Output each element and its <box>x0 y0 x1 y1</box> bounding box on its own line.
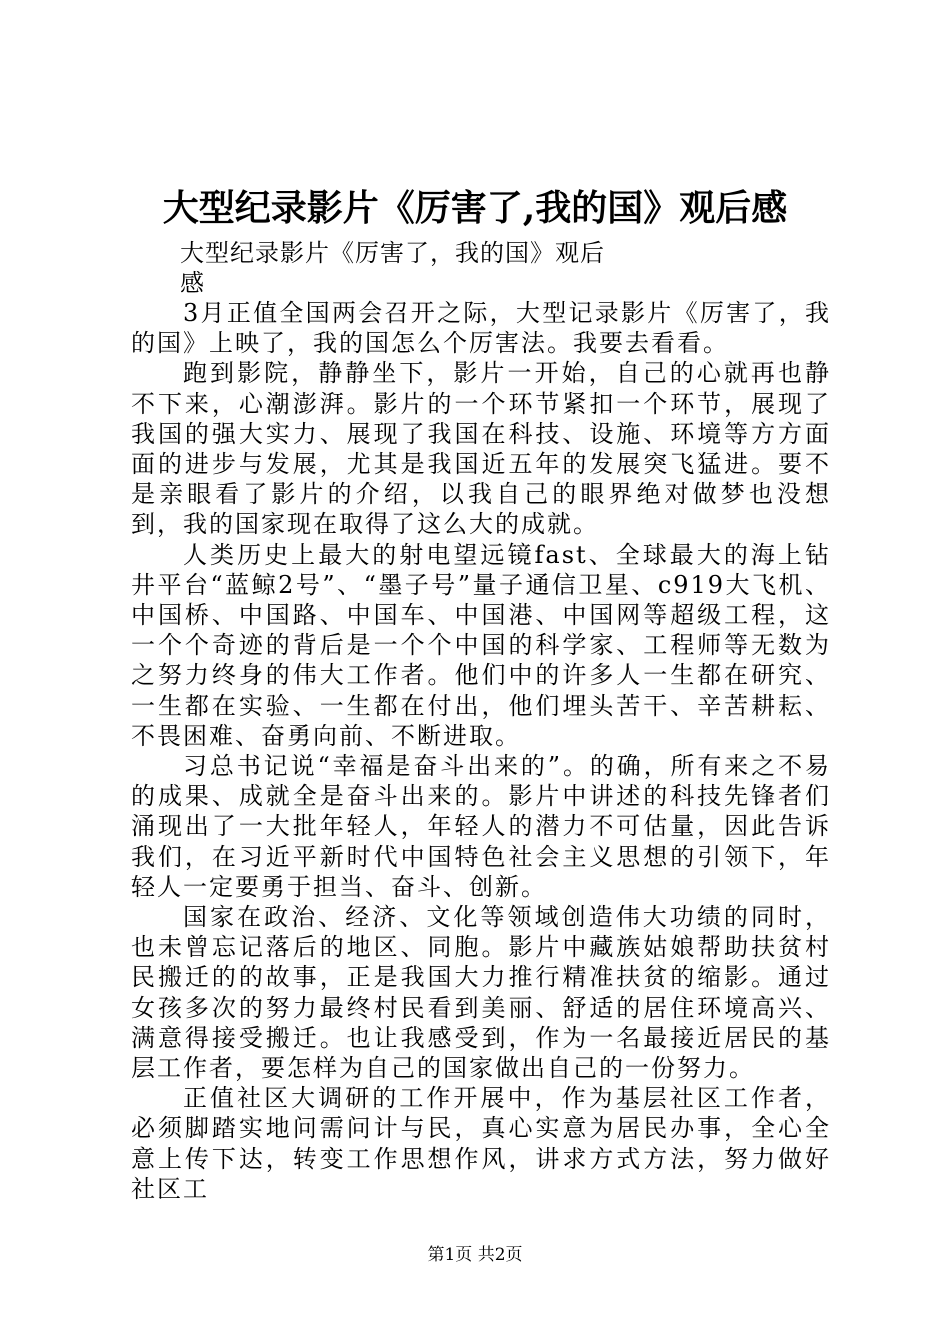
body-paragraph: 习总书记说“幸福是奋斗出来的”。的确，所有来之不易的成果、成就全是奋斗出来的。影片中讲述的科技先锋者们涌现出了一大批年轻人，年轻人的潜力不可估量，因此告诉我们，在习近平新时代中国特色社会主义思想的引领下，年轻人一定要勇于担当、奋斗、创新。 <box>131 752 831 901</box>
body-paragraph: 国家在政治、经济、文化等领域创造伟大功绩的同时，也未曾忘记落后的地区、同胞。影片中藏族姑娘帮助扶贫村民搬迁的的故事，正是我国大力推行精准扶贫的缩影。通过女孩多次的努力最终村民看到美丽、舒适的居住环境高兴、满意得接受搬迁。也让我感受到，作为一名最接近居民的基层工作者，要怎样为自己的国家做出自己的一份努力。 <box>131 903 831 1083</box>
document-title: 大型纪录影片《厉害了,我的国》观后感 <box>162 187 788 229</box>
document-subtitle: 大型纪录影片《厉害了，我的国》观后感 <box>180 239 605 297</box>
body-paragraph: 正值社区大调研的工作开展中，作为基层社区工作者，必须脚踏实地问需问计与民，真心实意为居民办事，全心全意上传下达，转变工作思想作风，讲求方式方法，努力做好社区工 <box>131 1084 831 1203</box>
body-paragraph: 3月正值全国两会召开之际，大型记录影片《厉害了，我的国》上映了，我的国怎么个厉害法。我要去看看。 <box>131 299 831 358</box>
body-paragraph: 人类历史上最大的射电望远镜fast、全球最大的海上钻井平台“蓝鲸2号”、“墨子号”量子通信卫星、c919大飞机、中国桥、中国路、中国车、中国港、中国网等超级工程，这一个个奇迹的背后是一个个中国的科学家、工程师等无数为之努力终身的伟大工作者。他们中的许多人一生都在研究、一生都在实验、一生都在付出，他们埋头苦干、辛苦耕耘、不畏困难、奋勇向前、不断进取。 <box>131 540 831 750</box>
document-body <box>131 298 831 1204</box>
body-paragraph: 跑到影院，静静坐下，影片一开始，自己的心就再也静不下来，心潮澎湃。影片的一个环节紧扣一个环节，展现了我国的强大实力、展现了我国在科技、设施、环境等方方面面的进步与发展，尤其是我国近五年的发展突飞猛进。要不是亲眼看了影片的介绍，以我自己的眼界绝对做梦也没想到，我的国家现在取得了这么大的成就。 <box>131 359 831 539</box>
page-number-footer: 第1页 共2页 <box>427 1245 523 1265</box>
